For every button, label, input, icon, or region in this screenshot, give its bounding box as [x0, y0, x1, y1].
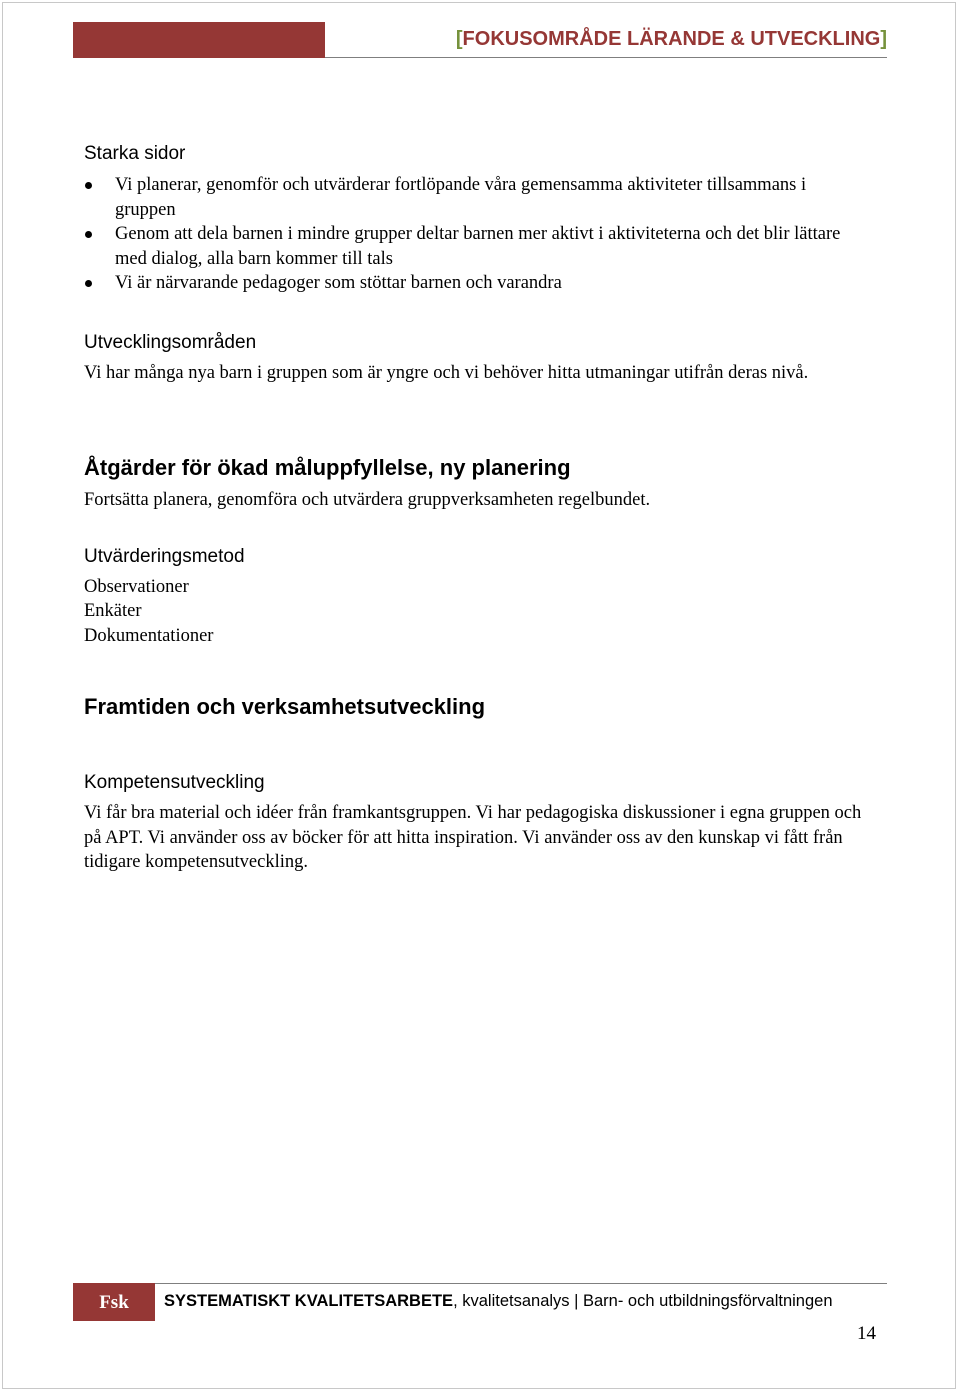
heading-strengths: Starka sidor [84, 143, 186, 164]
header-bracket-open: [ [455, 28, 463, 50]
list-item-text: Genom att dela barnen i mindre grupper deltar barnen mer aktivt i aktiviteterna och det blir lättare med dialog, alla barn kommer till tals [115, 224, 841, 269]
header-title [456, 28, 887, 51]
footer-title-bold: SYSTEMATISKT KVALITETSARBETE [164, 1292, 454, 1310]
heading-future: Framtiden och verksamhetsutveckling [84, 694, 486, 719]
list-item [84, 271, 855, 296]
heading-competence: Kompetensutveckling [84, 772, 265, 793]
heading-actions: Åtgärder för ökad måluppfyllelse, ny planering [84, 455, 571, 480]
heading-development: Utvecklingsområden [84, 332, 257, 353]
header-bracket-close: ] [880, 28, 887, 50]
heading-method: Utvärderingsmetod [84, 546, 245, 567]
method-item: Dokumentationer [84, 626, 214, 646]
method-item: Enkäter [84, 601, 142, 621]
bullet-icon [85, 231, 92, 238]
list-item [84, 222, 855, 271]
bullet-icon [85, 280, 92, 287]
development-text: Vi har många nya barn i gruppen som är yngre och vi behöver hitta utmaningar utifrån deras nivå. [84, 363, 809, 383]
footer-logo: Fsk [99, 1292, 129, 1313]
list-item [84, 173, 855, 222]
page-number: 14 [857, 1323, 876, 1344]
header-color-bar [73, 22, 325, 58]
header-rule [325, 57, 887, 58]
header-title-text: FOKUSOMRÅDE LÄRANDE & UTVECKLING [462, 28, 881, 50]
competence-text: Vi får bra material och idéer från framkantsgruppen. Vi har pedagogiska diskussioner i egna gruppen och på APT. Vi använder oss av böcker för att hitta inspiration. Vi använder oss av den kunskap vi fått från tidigare kompetensutveckling. [84, 803, 862, 872]
actions-text: Fortsätta planera, genomföra och utvärdera gruppverksamheten regelbundet. [84, 490, 651, 510]
bullet-icon [85, 182, 92, 189]
footer-title [164, 1292, 833, 1311]
list-item-text: Vi är närvarande pedagoger som stöttar barnen och varandra [115, 273, 562, 293]
footer-title-rest: , kvalitetsanalys | Barn- och utbildningsförvaltningen [453, 1292, 833, 1310]
strengths-list [84, 173, 855, 296]
list-item-text: Vi planerar, genomför och utvärderar fortlöpande våra gemensamma aktiviteter tillsammans i gruppen [115, 175, 807, 220]
method-item: Observationer [84, 577, 189, 597]
footer-rule [155, 1283, 887, 1284]
